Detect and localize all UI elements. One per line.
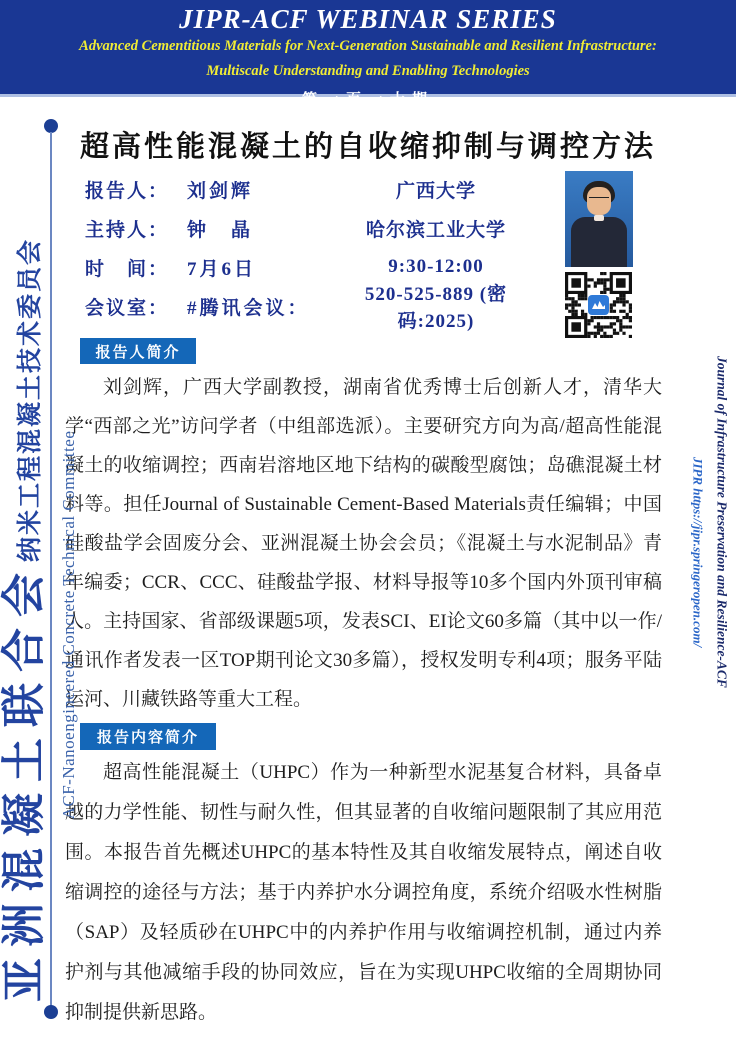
header-band (0, 0, 736, 108)
journal-name-vertical: Journal of Infrastructure Preservation and Resilience-ACF (714, 356, 730, 688)
info-row-time (85, 256, 533, 278)
host-affiliation: 哈尔滨工业大学 (365, 219, 506, 241)
journal-url-vertical: JIPR https://jipr.springeropen.com/ (690, 456, 706, 648)
portrait-glasses (589, 197, 609, 203)
vertical-divider-line (50, 132, 52, 1010)
series-title: JIPR-ACF WEBINAR SERIES (179, 4, 557, 34)
talk-time: 9:30-12:00 (388, 256, 484, 277)
meeting-platform: #腾讯会议： (187, 297, 310, 319)
info-row-meeting (85, 284, 533, 332)
committee-name-chinese: 纳米工程混凝土技术委员会 (17, 238, 44, 563)
series-subtitle-line2: Multiscale Understanding and Enabling Technologies (206, 63, 530, 79)
talk-date: 7月6日 (187, 258, 257, 280)
speaker-affiliation: 广西大学 (395, 180, 476, 202)
tencent-meeting-qr-code (565, 272, 632, 338)
committee-name-english: ACF-Nanoengineered Concrete Technical Committee (59, 430, 78, 820)
speaker-portrait-photo (565, 171, 633, 267)
portrait-collar (594, 215, 604, 221)
tencent-meeting-logo-icon (588, 295, 609, 315)
talk-info-table (85, 178, 533, 334)
portrait-sweater (571, 217, 627, 267)
speaker-name: 刘剑辉 (187, 180, 254, 202)
host-name: 钟 晶 (187, 219, 254, 241)
episode-number: 第一百一十期 (301, 92, 434, 108)
series-subtitle-line1: Advanced Cementitious Materials for Next-Generation Sustainable and Resilient Infrastructure: (79, 38, 657, 54)
info-row-speaker (85, 178, 533, 200)
talk-title: 超高性能混凝土的自收缩抑制与调控方法 (79, 131, 656, 163)
speaker-bio-badge: 报告人简介 (80, 338, 196, 364)
timeline-dot-top (44, 119, 58, 133)
speaker-bio-paragraph: 刘剑辉，广西大学副教授，湖南省优秀博士后创新人才，清华大学“西部之光”访问学者（中组部选派）。主要研究方向为高/超高性能混凝土的收缩调控；西南岩溶地区地下结构的碳酸型腐蚀；岛礁混凝土材料等。担任Journal of Sustainable Cement-Based Materials责任编辑；中国硅酸盐学会固废分会、亚洲混凝土协会会员；《混凝土与水泥制品》青年编委；CCR、CCC、硅酸盐学报、材料导报等10多个国内外顶刊审稿人。主持国家、省部级课题5项，发表SCI、EI论文60多篇（其中以一作/通讯作者发表一区TOP期刊论文30多篇），授权发明专利4项；服务平陆运河、川藏铁路等重大工程。 (65, 377, 662, 710)
meeting-room-label: 会议室： (85, 297, 170, 319)
host-label: 主持人： (85, 219, 170, 241)
info-row-host (85, 217, 533, 239)
time-label: 时 间： (85, 258, 170, 280)
speaker-label: 报告人： (85, 180, 170, 202)
talk-abstract-paragraph: 超高性能混凝土（UHPC）作为一种新型水泥基复合材料，具备卓越的力学性能、韧性与耐久性，但其显著的自收缩问题限制了其应用范围。本报告首先概述UHPC的基本特性及其自收缩发展特点，阐述自收缩调控的途径与方法；基于内养护水分调控角度，系统介绍吸水性树脂（SAP）及轻质砂在UHPC中的内养护作用与收缩调控机制，通过内养护剂与其他减缩手段的协同效应，旨在为实现UHPC收缩的全周期协同抑制提供新思路。 (65, 762, 662, 1023)
meeting-id: 520-525-889 (密码:2025) (364, 284, 508, 332)
talk-abstract-badge: 报告内容简介 (80, 723, 216, 750)
org-name-chinese-large: 亚洲混凝土联合会 (0, 562, 49, 1002)
